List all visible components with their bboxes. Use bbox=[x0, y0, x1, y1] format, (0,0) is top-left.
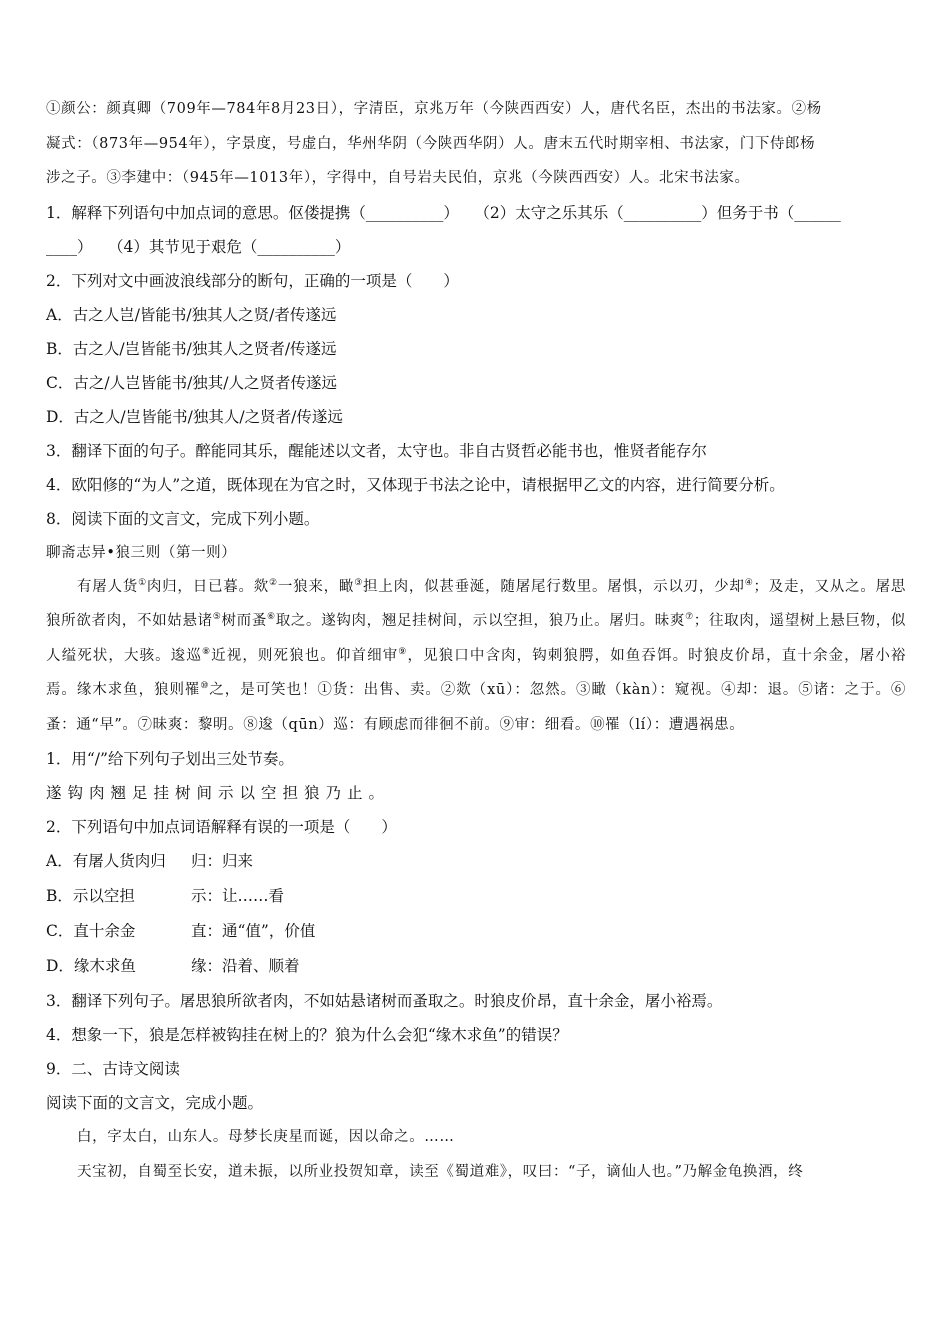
passage-text: ，见狼口中含肉，钩刺狼腭，如鱼吞饵。时狼皮价昂，直十余金，屠小裕焉。缘木求鱼，狼则罹 bbox=[46, 647, 907, 698]
footnote-marker: ③ bbox=[354, 577, 364, 588]
q8-option-a bbox=[46, 844, 906, 879]
q8-question-3: 3．翻译下列句子。屠思狼所欲者肉，不如姑悬诸树而蚤取之。时狼皮价昂，直十余金，屠小裕焉。 bbox=[46, 992, 723, 1010]
passage-text: ；及走，又从之。屠思狼所欲者肉，不如姑悬诸 bbox=[46, 578, 907, 629]
q8-passage bbox=[46, 570, 906, 743]
passage-text: 近视，则死狼也。仰首细审 bbox=[211, 647, 399, 664]
passage-text: 担上肉，似甚垂涎，随屠尾行数里。屠惧，示以刃，少却 bbox=[363, 578, 745, 595]
q7-option-d: D．古之人/岂皆能书/独其人/之贤者/传遂远 bbox=[46, 407, 343, 426]
option-phrase: D．缘木求鱼 bbox=[46, 957, 136, 975]
document-page bbox=[46, 92, 906, 1189]
q8-question-2: 2．下列语句中加点词语解释有误的一项是（ ） bbox=[46, 818, 397, 836]
q7-option-a: A．古之人岂/皆能书/独其人之贤/者传遂远 bbox=[46, 305, 337, 324]
q8-question-4: 4．想象一下，狼是怎样被钩挂在树上的？狼为什么会犯“缘木求鱼”的错误？ bbox=[46, 1026, 568, 1044]
footnote-line-2: 凝式：（873年—954年），字景度，号虚白，华州华阴（今陕西华阴）人。唐末五代时期宰相、书法家，门下侍郎杨 bbox=[46, 135, 816, 152]
passage-text: 肉归，日已暮。欻 bbox=[146, 578, 270, 595]
footnote-line-1: ①颜公：颜真卿（709年—784年8月23日），字清臣，京兆万年（今陕西西安）人，唐代名臣，杰出的书法家。②杨 bbox=[46, 101, 822, 117]
footnote-marker: ⑩ bbox=[200, 681, 210, 692]
q8-option-c bbox=[46, 914, 906, 949]
passage-text: 一狼来，瞰 bbox=[277, 578, 355, 595]
option-phrase: B．示以空担 bbox=[46, 887, 135, 905]
passage-text: ；往取肉，遥望树上悬巨物，似人缢死状，大骇。逡巡 bbox=[46, 613, 906, 664]
footnote-marker: ⑦ bbox=[685, 612, 694, 623]
option-explanation: 示：让……看 bbox=[191, 887, 285, 905]
passage-text: 之，是可笑也！①货：出售、卖。②欻（xū）：忽然。③瞰（kàn）：窥视。④却：退。⑤诸：之于。⑥蚤：通“早”。⑦昧爽：黎明。⑧逡（qūn）巡：有顾虑而徘徊不前。⑨审：细看。⑩罹（lí）：遭遇祸患。 bbox=[46, 682, 906, 733]
q7-question-4: 4．欧阳修的“为人”之道，既体现在为官之时，又体现于书法之论中，请根据甲乙文的内容，进行简要分析。 bbox=[46, 475, 785, 494]
q7-question-1-line-1: 1．解释下列语句中加点词的意思。伛偻提携（__________） （2）太守之乐其乐（__________）但务于书（______ bbox=[46, 203, 841, 222]
footnote-marker: ⑨ bbox=[398, 646, 408, 657]
q9-heading: 9．二、古诗文阅读 bbox=[46, 1060, 180, 1078]
footnote-marker: ⑧ bbox=[201, 646, 212, 657]
q8-intro: 8．阅读下面的文言文，完成下列小题。 bbox=[46, 509, 320, 528]
passage-text: 有屠人货 bbox=[77, 578, 139, 595]
option-explanation: 归：归来 bbox=[191, 852, 254, 870]
footnote-marker: ① bbox=[138, 577, 147, 588]
q8-option-d bbox=[46, 949, 906, 984]
q8-question-1-sentence: 遂钩肉翘足挂树间示以空担狼乃止。 bbox=[46, 784, 391, 802]
q8-passage-title: 聊斋志异•狼三则（第一则） bbox=[46, 544, 237, 561]
option-explanation: 直：通“值”，价值 bbox=[191, 922, 316, 940]
q8-option-b bbox=[46, 879, 906, 914]
footnote-marker: ④ bbox=[744, 577, 754, 588]
q9-intro: 阅读下面的文言文，完成小题。 bbox=[46, 1094, 264, 1112]
option-explanation: 缘：沿着、顺着 bbox=[191, 957, 300, 975]
passage-text: 树而蚤 bbox=[221, 613, 267, 629]
footnote-marker: ⑥ bbox=[266, 612, 276, 623]
passage-text: 取之。遂钩肉，翘足挂树间，示以空担，狼乃止。屠归。昧爽 bbox=[275, 613, 686, 629]
footnote-marker: ② bbox=[269, 577, 278, 588]
option-phrase: C．直十余金 bbox=[46, 922, 136, 940]
q8-question-1: 1．用“/”给下列句子划出三处节奏。 bbox=[46, 750, 294, 768]
q9-passage-paragraph-1: 白，字太白，山东人。母梦长庚星而诞，因以命之。…… bbox=[77, 1129, 455, 1145]
q7-question-2: 2．下列对文中画波浪线部分的断句，正确的一项是（ ） bbox=[46, 271, 459, 290]
footnote-line-3: 涉之子。③李建中：（945年—1013年），字得中，自号岩夫民伯，京兆（今陕西西安）人。北宋书法家。 bbox=[46, 170, 750, 186]
q7-option-c: C．古之/人岂皆能书/独其/人之贤者传遂远 bbox=[46, 373, 338, 392]
footnote-marker: ⑤ bbox=[212, 612, 222, 623]
option-phrase: A．有屠人货肉归 bbox=[46, 852, 166, 870]
q7-option-b: B．古之人/岂皆能书/独其人之贤者/传遂远 bbox=[46, 339, 337, 358]
q7-question-3: 3．翻译下面的句子。醉能同其乐，醒能述以文者，太守也。非自古贤哲必能书也，惟贤者能存尔 bbox=[46, 441, 707, 460]
q9-passage-paragraph-2: 天宝初，自蜀至长安，道未振，以所业投贺知章，读至《蜀道难》，叹曰：“子，谪仙人也。”乃解金龟换酒，终 bbox=[77, 1163, 804, 1180]
q7-question-1-line-2: ____） （4）其节见于艰危（__________） bbox=[46, 237, 351, 256]
